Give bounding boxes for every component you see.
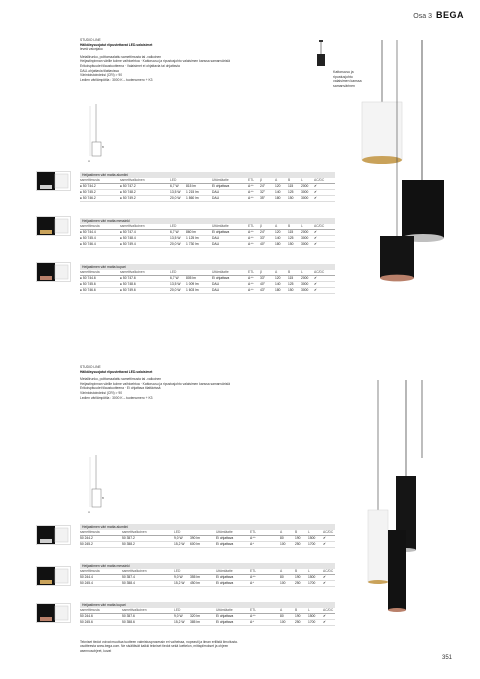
table-row-cell: ● 50 747.4: [120, 230, 136, 234]
table-row-cell: A⁺⁺: [248, 276, 254, 280]
table-row-cell: 80: [280, 536, 284, 540]
table-row-cell: A⁺⁺: [248, 196, 254, 200]
spec-table-brass-bottom: [80, 563, 335, 587]
table-row-cell: ● 50 748.2: [120, 190, 136, 194]
intro-line: Erikoispituudet tilaustuotteena · Valaisimet ei ohjattavia tai ohjattavia: [80, 63, 180, 68]
table-row-cell: A⁺⁺: [248, 242, 254, 246]
table-header-cell: samettimusta: [80, 178, 100, 182]
table-row-cell: Ei ohjattava: [216, 536, 234, 540]
table-row: [80, 242, 335, 248]
intro-line: Värintoistoindeksi (CRI) > 90: [80, 73, 123, 78]
table-row-cell: 180: [275, 196, 281, 200]
table-header-cell: LED: [174, 608, 181, 612]
table-row-cell: 6,7 W: [170, 230, 179, 234]
table-header-cell: samettivalkoinen: [120, 270, 145, 274]
table-row-cell: A⁺: [250, 581, 254, 585]
intro-line: Heijastinpinnan värille kolme vaihtoehtoa · Kattoruusu ja ripustusjohto valaisimen kanssa samanvärisiä: [80, 59, 230, 64]
table-row-cell: DALI: [212, 288, 220, 292]
table-row-cell: A⁺⁺: [248, 288, 254, 292]
table-header-cell: L: [308, 530, 310, 534]
table-row-cell: ✔: [314, 242, 317, 246]
table-row-cell: 2000: [301, 184, 309, 188]
table-row-cell: Ei ohjattava: [216, 581, 234, 585]
table-row-cell: ✔: [323, 581, 326, 585]
table-row-cell: ✔: [314, 190, 317, 194]
table-row-cell: 1500: [308, 536, 316, 540]
section-title: Heijastimen väri matta alumiini: [80, 172, 335, 178]
table-row-cell: ✔: [314, 282, 317, 286]
table-row-cell: 50 245.4: [80, 581, 93, 585]
table-row-cell: 1 125 lm: [186, 236, 199, 240]
top-intro: [80, 38, 310, 82]
table-header-cell: L: [308, 608, 310, 612]
table-row-cell: ✔: [314, 288, 317, 292]
table-row-cell: 805 lm: [186, 276, 196, 280]
table-header-cell: B: [295, 530, 298, 534]
section-title: Heijastimen väri matta kupari: [80, 264, 335, 270]
table-header-cell: LED: [170, 178, 177, 182]
table-row-cell: DALI: [212, 242, 220, 246]
table-row-cell: ✔: [323, 536, 326, 540]
table-row-cell: Ei ohjattava: [216, 614, 234, 618]
table-header-cell: samettimusta: [80, 608, 100, 612]
table-header-cell: A: [280, 569, 283, 573]
table-header-cell: samettivalkoinen: [120, 224, 145, 228]
table-row-cell: 20,0 W: [170, 288, 181, 292]
table-row-cell: ● 50 745.2: [80, 190, 96, 194]
table-header-cell: samettivalkoinen: [122, 530, 147, 534]
table-row-cell: Ei ohjattava: [216, 575, 234, 579]
brand-logo: BEGA: [435, 10, 464, 20]
table-row-cell: ● 50 746.6: [80, 288, 96, 292]
table-row-cell: 190: [295, 614, 301, 618]
table-row-cell: DALI: [212, 196, 220, 200]
table-row-cell: 115: [288, 184, 294, 188]
table-header-cell: LED: [170, 224, 177, 228]
table-row-cell: 3000: [301, 282, 309, 286]
table-row-cell: 1 215 lm: [186, 190, 199, 194]
page-number: 351: [441, 655, 452, 661]
table-row-cell: 120: [275, 276, 281, 280]
swatch-alu-bottom: [36, 525, 71, 545]
table-header-cell: Uitämläatte: [212, 270, 229, 274]
table-row-cell: 1500: [308, 575, 316, 579]
table-header-cell: samettimusta: [80, 270, 100, 274]
table-row-cell: 250: [295, 542, 301, 546]
table-row-cell: 50 358.4: [122, 581, 135, 585]
table-header-cell: samettimusta: [80, 224, 100, 228]
table-row-cell: 1700: [308, 620, 316, 624]
table-row-cell: Ei ohjattava: [212, 184, 230, 188]
table-row-cell: 125: [288, 190, 294, 194]
footer-note: Tekniset tiedot voivat muuttua tuotteen valmistusprosessin eri vaiheissa, nopeasti ja ilman erillistä ilmoitusta. osoitteesta www.bega.com. Ne sisältävät kaikki tekniset tiedot sekä luettelon, mittapiirrokset ja ohjeen asennusohjeet, kuvat: [80, 640, 238, 653]
intro-line: Heijastinpinnan värille kolme vaihtoehtoa · Kattoruusu ja ripustusjohto valaisimen kanssa samanvärisiä: [80, 381, 230, 386]
table-header-cell: L: [308, 569, 310, 573]
table-row-cell: 3000: [301, 288, 309, 292]
section-title: Heijastimen väri matta messinki: [80, 563, 335, 569]
intro-title: Häikäisysuojatut riipustettavat LED-valaisimet: [80, 42, 153, 47]
intro-subtitle: leveä valonjako: [80, 47, 103, 52]
table-row-cell: 15,2 W: [174, 620, 185, 624]
table-row-cell: 1 730 lm: [186, 242, 199, 246]
table-row-cell: ● 50 746.2: [80, 196, 96, 200]
table-header-cell: A: [275, 224, 278, 228]
table-row-cell: Ei ohjattava: [212, 230, 230, 234]
table-row-cell: 20,0 W: [170, 196, 181, 200]
table-row-cell: 6,7 W: [170, 276, 179, 280]
table-row-cell: ✔: [323, 542, 326, 546]
table-row-cell: ● 50 749.2: [120, 196, 136, 200]
table-row: [80, 542, 335, 548]
table-row-cell: 120: [275, 184, 281, 188]
svg-text:A: A: [88, 159, 91, 163]
swatch-brass-top: [36, 216, 71, 236]
table-row-cell: 140: [275, 282, 281, 286]
table-header-cell: ETL: [250, 569, 257, 573]
table-row-cell: ● 50 745.6: [80, 282, 96, 286]
table-header-cell: AC/DC: [314, 178, 325, 182]
table-header-cell: AC/DC: [323, 569, 334, 573]
table-header-cell: LED: [174, 530, 181, 534]
table-row-cell: 50 244.2: [80, 536, 93, 540]
table-row-cell: Ei ohjattava: [216, 542, 234, 546]
table-row-cell: 250: [295, 620, 301, 624]
spec-table-copper-top: [80, 264, 335, 294]
table-row-cell: ● 50 744.4: [80, 230, 96, 234]
table-header-cell: [186, 178, 212, 183]
table-row-cell: 24°: [260, 184, 265, 188]
table-header-cell: samettivalkoinen: [122, 569, 147, 573]
table-header-cell: [190, 569, 216, 574]
table-row-cell: ● 50 749.6: [120, 288, 136, 292]
table-row-cell: 150: [288, 196, 294, 200]
table-row-cell: 860 lm: [186, 230, 196, 234]
table-row-cell: 355 lm: [190, 575, 200, 579]
table-row-cell: 1500: [308, 614, 316, 618]
table-row-cell: 80: [280, 614, 284, 618]
table-row-cell: 150: [288, 242, 294, 246]
table-header-cell: samettimusta: [80, 569, 100, 573]
table-row: [80, 620, 335, 626]
table-row-cell: 50 244.6: [80, 614, 93, 618]
spec-table-copper-bottom: [80, 602, 335, 626]
table-header-cell: Uitämläatte: [212, 224, 229, 228]
table-row-cell: 40°: [260, 242, 265, 246]
product-photo-bottom: [350, 380, 450, 630]
spec-table-brass-top: [80, 218, 335, 248]
table-header-cell: B: [295, 608, 298, 612]
intro-line: DALI-ohjattavia tilattavissa: [80, 68, 119, 73]
table-row-cell: 50 358.2: [122, 542, 135, 546]
page-header: [413, 10, 464, 20]
intro-line: Erikoispituudet tilaustuotteena · Ei ohjattava tilattävissä: [80, 386, 161, 391]
table-row-cell: 50 245.2: [80, 542, 93, 546]
table-header-cell: A: [280, 530, 283, 534]
table-header-cell: B: [288, 178, 291, 182]
svg-text:B: B: [102, 145, 105, 149]
table-row-cell: 450 lm: [190, 581, 200, 585]
table-row-cell: 100: [280, 542, 286, 546]
table-header-cell: LED: [170, 270, 177, 274]
table-row-cell: 120: [275, 230, 281, 234]
table-header-cell: AC/DC: [314, 224, 325, 228]
table-row-cell: 1 860 lm: [186, 196, 199, 200]
table-row-cell: 320 lm: [190, 614, 200, 618]
table-row-cell: 43°: [260, 288, 265, 292]
table-row-cell: Ei ohjattava: [216, 620, 234, 624]
table-row-cell: 9,0 W: [174, 536, 183, 540]
table-header-cell: B: [295, 569, 298, 573]
table-row-cell: 385 lm: [190, 620, 200, 624]
table-row-cell: 50 245.6: [80, 620, 93, 624]
table-header-cell: L: [301, 270, 303, 274]
table-row-cell: 50 358.6: [122, 620, 135, 624]
table-row-cell: ● 50 748.6: [120, 282, 136, 286]
intro-line: Metallirunko, polttomaalattu samettimusta tai -valkoinen: [80, 54, 162, 59]
table-row-cell: ● 50 744.2: [80, 184, 96, 188]
table-row-cell: 600 lm: [190, 542, 200, 546]
table-row-cell: 15,2 W: [174, 542, 185, 546]
table-row-cell: ● 50 747.6: [120, 276, 136, 280]
intro-label: STUDIO LINE: [80, 365, 101, 369]
swatch-brass-bottom: [36, 566, 71, 586]
table-row-cell: ✔: [323, 575, 326, 579]
table-header-cell: ETL: [248, 178, 255, 182]
intro-line: Ledien värilämpötila : 3000 K – tuotenumero + K3: [80, 77, 153, 82]
svg-text:B: B: [102, 496, 105, 500]
table-row-cell: 100: [280, 581, 286, 585]
table-row-cell: 1 009 lm: [186, 282, 199, 286]
table-row-cell: 13,5 W: [170, 236, 181, 240]
intro-title: Häikäisysuojatut riipustettavat LED-valaisimet: [80, 369, 153, 374]
table-header-cell: β: [260, 270, 262, 274]
table-header-cell: β: [260, 178, 262, 182]
intro-label: STUDIO LINE: [80, 38, 101, 42]
table-row-cell: 3000: [301, 190, 309, 194]
table-row-cell: 815 lm: [186, 184, 196, 188]
swatch-copper-bottom: [36, 603, 71, 623]
table-header-cell: L: [301, 178, 303, 182]
table-row-cell: 190: [295, 536, 301, 540]
table-row-cell: 1700: [308, 542, 316, 546]
table-row-cell: 13,5 W: [170, 282, 181, 286]
table-row-cell: 20,0 W: [170, 242, 181, 246]
table-header-cell: AC/DC: [314, 270, 325, 274]
table-row-cell: 150: [288, 288, 294, 292]
table-row-cell: ✔: [314, 196, 317, 200]
table-row-cell: 140: [275, 236, 281, 240]
table-header-cell: [186, 270, 212, 275]
table-row-cell: ● 50 748.4: [120, 236, 136, 240]
section-title: Heijastimen väri matta kupari: [80, 602, 335, 608]
table-row-cell: 2000: [301, 276, 309, 280]
table-row-cell: 3000: [301, 196, 309, 200]
table-row-cell: ● 50 746.4: [80, 242, 96, 246]
table-row-cell: A⁺: [250, 542, 254, 546]
table-row-cell: ✔: [323, 614, 326, 618]
table-row-cell: 9,0 W: [174, 575, 183, 579]
table-header-cell: B: [288, 224, 291, 228]
section-title: Heijastimen väri matta messinki: [80, 218, 335, 224]
table-header-cell: samettivalkoinen: [122, 608, 147, 612]
table-row-cell: A⁺⁺: [250, 575, 256, 579]
svg-text:A: A: [88, 510, 91, 514]
table-row-cell: 24°: [260, 230, 265, 234]
table-header-cell: AC/DC: [323, 608, 334, 612]
table-row-cell: 50 357.4: [122, 575, 135, 579]
table-row-cell: A⁺⁺: [250, 536, 256, 540]
intro-line: Värintoistoindeksi (CRI) > 90: [80, 390, 123, 395]
table-row-cell: 50 357.2: [122, 536, 135, 540]
table-header-cell: ETL: [250, 530, 257, 534]
table-row-cell: 115: [288, 230, 294, 234]
table-row-cell: ✔: [323, 620, 326, 624]
table-header-cell: A: [280, 608, 283, 612]
rose-caption: Kattoruusu ja ripustusjohto valaisimen kanssa samanvärinen: [333, 70, 362, 88]
table-row-cell: A⁺⁺: [248, 190, 254, 194]
table-row: [80, 581, 335, 587]
table-header-cell: [186, 224, 212, 229]
table-header-cell: β: [260, 224, 262, 228]
table-row-cell: 125: [288, 282, 294, 286]
spec-table-alu-bottom: [80, 524, 335, 548]
table-row: [80, 196, 335, 202]
section-label: Osa 3: [413, 13, 432, 20]
table-header-cell: [190, 530, 216, 535]
table-row-cell: 40°: [260, 282, 265, 286]
table-row-cell: 100: [280, 620, 286, 624]
table-row-cell: DALI: [212, 190, 220, 194]
table-row-cell: ● 50 747.2: [120, 184, 136, 188]
table-row: [80, 288, 335, 294]
table-row-cell: ● 50 744.6: [80, 276, 96, 280]
table-row-cell: 9,0 W: [174, 614, 183, 618]
bottom-intro: [80, 365, 310, 400]
swatch-copper-top: [36, 262, 71, 282]
table-header-cell: A: [275, 178, 278, 182]
table-header-cell: samettimusta: [80, 530, 100, 534]
table-row-cell: 15,2 W: [174, 581, 185, 585]
table-row-cell: ● 50 745.4: [80, 236, 96, 240]
table-row-cell: 140: [275, 190, 281, 194]
table-header-cell: Uitämläatte: [212, 178, 229, 182]
table-row-cell: 115: [288, 276, 294, 280]
table-row-cell: ✔: [314, 230, 317, 234]
table-row-cell: Ei ohjattava: [212, 276, 230, 280]
table-row-cell: 35°: [260, 196, 265, 200]
table-header-cell: Uitämläatte: [216, 569, 233, 573]
dimension-drawing: [88, 104, 118, 166]
table-header-cell: LED: [174, 569, 181, 573]
swatch-alu-top: [36, 171, 71, 191]
table-row-cell: A⁺⁺: [248, 236, 254, 240]
table-row-cell: 125: [288, 236, 294, 240]
table-row-cell: 3000: [301, 242, 309, 246]
table-header-cell: B: [288, 270, 291, 274]
table-row-cell: 2000: [301, 230, 309, 234]
table-row-cell: ✔: [314, 276, 317, 280]
table-header-cell: L: [301, 224, 303, 228]
table-row-cell: A⁺⁺: [248, 282, 254, 286]
table-header-cell: samettivalkoinen: [120, 178, 145, 182]
table-row-cell: 32°: [260, 190, 265, 194]
table-row-cell: ✔: [314, 236, 317, 240]
table-row-cell: ✔: [314, 184, 317, 188]
dimension-drawing-bottom: [88, 455, 118, 517]
table-row-cell: 13,5 W: [170, 190, 181, 194]
table-row-cell: A⁺: [250, 620, 254, 624]
table-row-cell: 50 357.6: [122, 614, 135, 618]
section-title: Heijastimen väri matta alumiini: [80, 524, 335, 530]
table-row-cell: DALI: [212, 282, 220, 286]
table-row-cell: A⁺⁺: [248, 184, 254, 188]
table-row-cell: 6,7 W: [170, 184, 179, 188]
table-row-cell: DALI: [212, 236, 220, 240]
table-header-cell: Uitämläatte: [216, 530, 233, 534]
table-header-cell: Uitämläatte: [216, 608, 233, 612]
table-header-cell: AC/DC: [323, 530, 334, 534]
table-header-cell: A: [275, 270, 278, 274]
table-row-cell: A⁺⁺: [248, 230, 254, 234]
table-header-cell: ETL: [250, 608, 257, 612]
spec-table-alu-top: [80, 172, 335, 202]
product-photo-top: [340, 40, 480, 330]
table-row-cell: 3000: [301, 236, 309, 240]
table-row-cell: 33°: [260, 236, 265, 240]
table-row-cell: 1 603 lm: [186, 288, 199, 292]
table-row-cell: 180: [275, 288, 281, 292]
table-row-cell: 250: [295, 581, 301, 585]
table-row-cell: 33°: [260, 276, 265, 280]
table-row-cell: 190: [295, 575, 301, 579]
table-row-cell: 1700: [308, 581, 316, 585]
table-header-cell: ETL: [248, 270, 255, 274]
table-row-cell: 50 244.4: [80, 575, 93, 579]
table-row-cell: 390 lm: [190, 536, 200, 540]
intro-line: Ledien värilämpötila : 3000 K – tuotenumero + K3: [80, 395, 153, 400]
table-header-cell: ETL: [248, 224, 255, 228]
table-row-cell: 80: [280, 575, 284, 579]
ceiling-rose-illustration: [313, 40, 329, 68]
table-row-cell: 180: [275, 242, 281, 246]
table-header-cell: [190, 608, 216, 613]
table-row-cell: ● 50 749.4: [120, 242, 136, 246]
intro-line: Metallirunko, polttomaalattu samettimusta tai -valkoinen: [80, 377, 162, 382]
table-row-cell: A⁺⁺: [250, 614, 256, 618]
